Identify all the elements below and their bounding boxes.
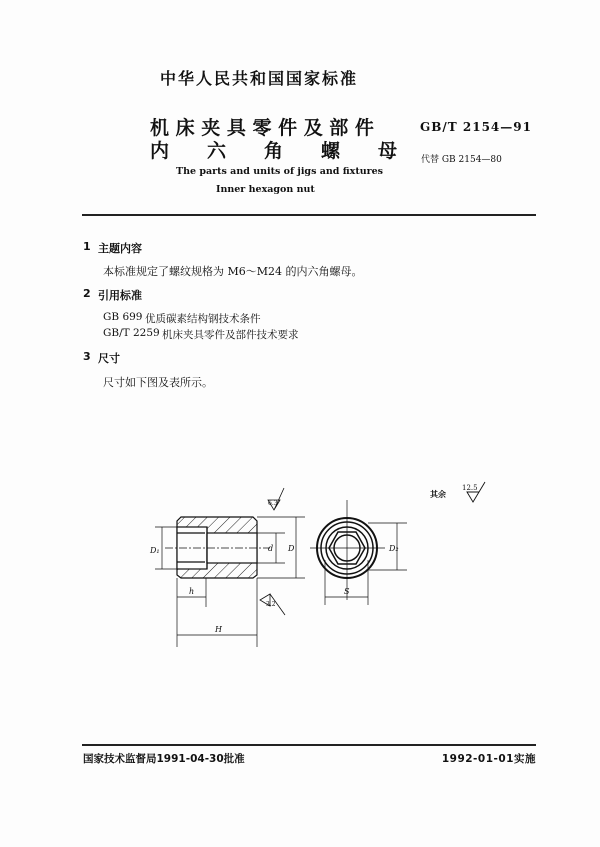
national-standard-heading: 中华人民共和国国家标准 <box>160 69 359 88</box>
replaces-note: 代替 GB 2154—80 <box>421 155 502 165</box>
dim-h: h <box>189 587 195 596</box>
section-3-body: 尺寸如下图及表所示。 <box>103 376 213 389</box>
section-3-heading: 尺寸 <box>98 352 120 365</box>
dim-D2: D₂ <box>389 544 399 553</box>
dim-d: d <box>268 544 274 553</box>
roughness-other-value: 12.5 <box>462 484 478 492</box>
section-3-number: 3 <box>83 350 91 363</box>
ref-1-code: GB 699 <box>103 311 143 323</box>
ref-2-title: 机床夹具零件及部件技术要求 <box>162 329 299 341</box>
dim-H: H <box>215 625 222 634</box>
side-section-view <box>155 488 305 647</box>
dim-D1: D₁ <box>150 546 160 555</box>
standard-number: GB/T 2154—91 <box>420 120 532 134</box>
section-1-heading: 主题内容 <box>98 242 142 255</box>
dim-D: D <box>288 544 295 553</box>
title-cn-line2: 内 六 角 螺 母 <box>150 140 398 162</box>
section-1-number: 1 <box>83 240 91 253</box>
title-cn-line1: 机 床 夹 具 零 件 及 部 件 <box>150 117 374 139</box>
dim-S: S <box>344 587 350 596</box>
section-2-number: 2 <box>83 287 91 300</box>
other-surfaces-label: 其余 <box>430 489 446 499</box>
roughness-side: 3.2 <box>266 601 276 608</box>
title-en-line1: The parts and units of jigs and fixtures <box>176 166 384 177</box>
footer-rule <box>82 744 536 746</box>
roughness-top: 6.3 <box>268 500 278 507</box>
ref-2-code: GB/T 2259 <box>103 327 160 339</box>
title-en-line2: Inner hexagon nut <box>216 184 315 195</box>
approval-line: 国家技术监督局1991-04-30批准 <box>83 753 245 765</box>
ref-1-title: 优质碳素结构钢技术条件 <box>145 313 261 325</box>
section-2-heading: 引用标准 <box>98 289 142 302</box>
section-1-body: 本标准规定了螺纹规格为 M6～M24 的内六角螺母。 <box>103 265 363 278</box>
effective-date: 1992-01-01实施 <box>441 753 536 765</box>
